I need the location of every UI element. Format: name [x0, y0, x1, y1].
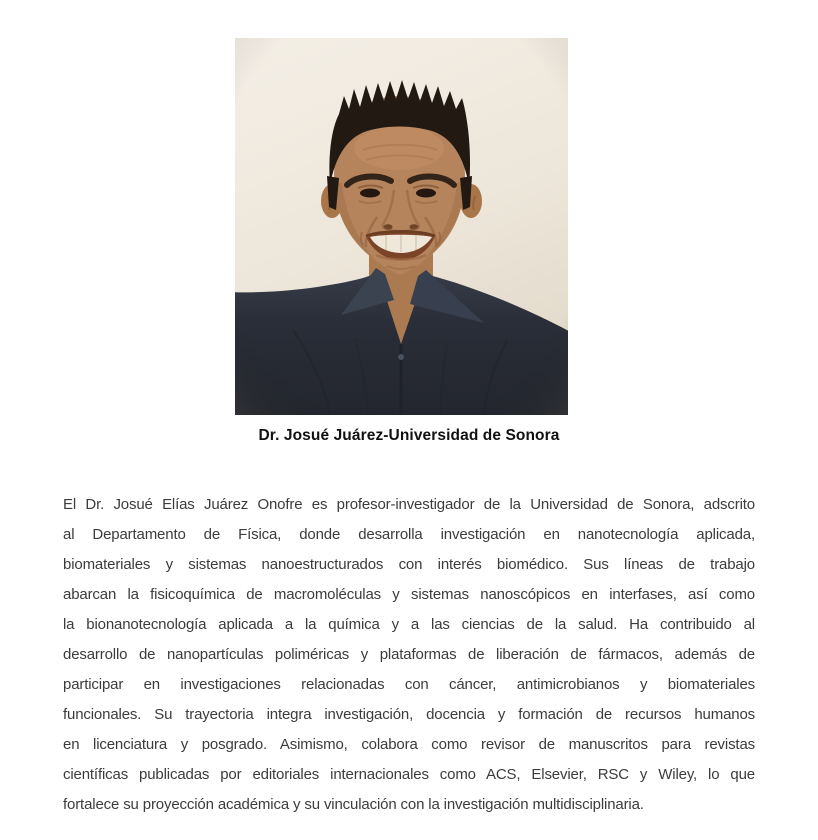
bio-line: al Departamento de Física, donde desarrolla investigación en nanotecnología aplicada,: [63, 526, 755, 543]
bio-line: El Dr. Josué Elías Juárez Onofre es profesor-investigador de la Universidad de Sonora, adscrito: [63, 496, 755, 513]
bio-paragraph: [63, 490, 755, 820]
bio-line: biomateriales y sistemas nanoestructurados con interés biomédico. Sus líneas de trabajo: [63, 556, 755, 573]
bio-line: fortalece su proyección académica y su vinculación con la investigación multidisciplinaria.: [63, 796, 644, 813]
bio-line: en licenciatura y posgrado. Asimismo, colabora como revisor de manuscritos para revistas: [63, 736, 755, 753]
bio-line: científicas publicadas por editoriales internacionales como ACS, Elsevier, RSC y Wiley, lo que: [63, 766, 755, 783]
photo-caption: Dr. Josué Juárez-Universidad de Sonora: [258, 427, 560, 444]
bio-line: funcionales. Su trayectoria integra investigación, docencia y formación de recursos humanos: [63, 706, 755, 723]
bio-line: desarrollo de nanopartículas poliméricas y plataformas de liberación de fármacos, además de: [63, 646, 755, 663]
portrait-illustration: [235, 38, 568, 415]
bio-line: abarcan la fisicoquímica de macromoléculas y sistemas nanoscópicos en interfases, así como: [63, 586, 755, 603]
portrait-photo: [235, 38, 568, 415]
bio-line: la bionanotecnología aplicada a la química y a las ciencias de la salud. Ha contribuido al: [63, 616, 755, 633]
bio-line: participar en investigaciones relacionadas con cáncer, antimicrobianos y biomateriales: [63, 676, 755, 693]
